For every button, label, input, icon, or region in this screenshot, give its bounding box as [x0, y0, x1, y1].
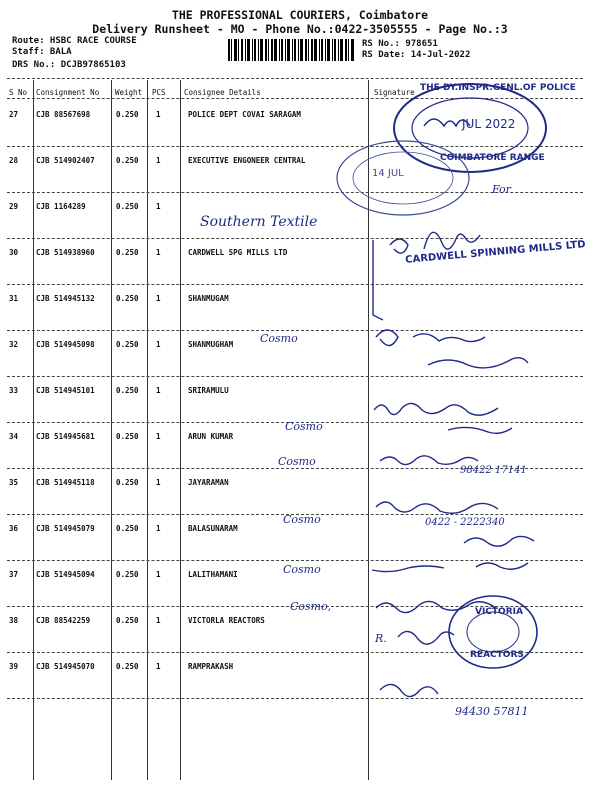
- row-pcs: 1: [156, 386, 161, 395]
- row-weight: 0.250: [116, 202, 139, 211]
- handwritten-cosmo: Cosmo: [285, 420, 323, 433]
- row-consignment: CJB 88542259: [36, 616, 91, 625]
- police-stamp-top-text: THE DY.INSPR.GENL.OF POLICE: [420, 83, 576, 93]
- row-sno: 28: [9, 156, 19, 165]
- police-stamp-date: JUL 2022: [462, 117, 516, 131]
- received-stamp-date: 14 JUL: [372, 168, 404, 179]
- row-consignment: CJB 514945098: [36, 340, 95, 349]
- row-consignment: CJB 514945132: [36, 294, 95, 303]
- row-sno: 36: [9, 524, 19, 533]
- row-sno: 27: [9, 110, 19, 119]
- row-weight: 0.250: [116, 616, 139, 625]
- col-header-weight: Weight: [115, 88, 143, 97]
- row-sno: 35: [9, 478, 19, 487]
- row-pcs: 1: [156, 616, 161, 625]
- row-weight: 0.250: [116, 432, 139, 441]
- row-sno: 30: [9, 248, 19, 257]
- col-header-pcs: PCS: [152, 88, 166, 97]
- handwritten-cosmo: Cosmo,: [290, 600, 332, 613]
- row-consignee: SHANMUGAM: [188, 294, 229, 303]
- handwritten-cosmo: Cosmo: [260, 332, 298, 345]
- row-weight: 0.250: [116, 294, 139, 303]
- row-pcs: 1: [156, 524, 161, 533]
- row-sno: 32: [9, 340, 19, 349]
- row-sno: 34: [9, 432, 19, 441]
- row-consignee: POLICE DEPT COVAI SARAGAM: [188, 110, 301, 119]
- row-consignee: LALITHAMANI: [188, 570, 238, 579]
- row-pcs: 1: [156, 478, 161, 487]
- row-consignment: CJB 514945079: [36, 524, 95, 533]
- drs-number: DRS No.: DCJB97865103: [12, 60, 126, 70]
- document-title: THE PROFESSIONAL COURIERS, Coimbatore: [171, 8, 429, 22]
- row-weight: 0.250: [116, 340, 139, 349]
- row-consignment: CJB 514945101: [36, 386, 95, 395]
- row-consignment: CJB 1164289: [36, 202, 86, 211]
- route-label: Route: HSBC RACE COURSE: [12, 36, 137, 46]
- row-weight: 0.250: [116, 110, 139, 119]
- row-weight: 0.250: [116, 248, 139, 257]
- barcode: [228, 39, 354, 61]
- row-consignment: CJB 514902407: [36, 156, 95, 165]
- row-pcs: 1: [156, 340, 161, 349]
- row-sno: 31: [9, 294, 19, 303]
- row-pcs: 1: [156, 110, 161, 119]
- handwritten-cosmo: Cosmo: [283, 563, 321, 576]
- row-consignee: CARDWELL SPG MILLS LTD: [188, 248, 288, 257]
- victoria-stamp: [445, 592, 541, 672]
- col-header-sno: S No: [9, 88, 28, 97]
- row-sno: 29: [9, 202, 19, 211]
- col-header-consignment: Consignment No: [36, 88, 100, 97]
- rs-date: RS Date: 14-Jul-2022: [362, 50, 471, 60]
- row-pcs: 1: [156, 202, 161, 211]
- rs-number: RS No.: 978651: [362, 39, 438, 49]
- handwritten-cosmo: Cosmo: [278, 455, 316, 468]
- row-pcs: 1: [156, 570, 161, 579]
- row-consignee: SRIRAMULU: [188, 386, 229, 395]
- row-weight: 0.250: [116, 662, 139, 671]
- row-sno: 38: [9, 616, 19, 625]
- cardwell-stamp: CARDWELL SPINNING MILLS LTD: [404, 239, 587, 266]
- row-sno: 37: [9, 570, 19, 579]
- row-weight: 0.250: [116, 524, 139, 533]
- handwritten-phone: 98422 17141: [460, 465, 527, 476]
- handwritten-for: For: [492, 183, 511, 196]
- handwritten-phone: 94430 57811: [455, 705, 529, 718]
- row-consignment: CJB 88567698: [36, 110, 91, 119]
- row-consignment: CJB 514945094: [36, 570, 95, 579]
- row-weight: 0.250: [116, 478, 139, 487]
- row-pcs: 1: [156, 248, 161, 257]
- row-sno: 33: [9, 386, 19, 395]
- row-pcs: 1: [156, 662, 161, 671]
- row-weight: 0.250: [116, 570, 139, 579]
- row-consignee: ARUN KUMAR: [188, 432, 234, 441]
- row-consignment: CJB 514945070: [36, 662, 95, 671]
- document-subtitle: Delivery Runsheet - MO - Phone No.:0422-3505555 - Page No.:3: [92, 22, 508, 36]
- row-pcs: 1: [156, 432, 161, 441]
- victoria-stamp-bottom: REACTORS: [470, 650, 524, 660]
- row-consignee: VICTORLA REACTORS: [188, 616, 265, 625]
- row-weight: 0.250: [116, 386, 139, 395]
- signature-scribbles: [368, 225, 600, 755]
- row-consignee: RAMPRAKASH: [188, 662, 234, 671]
- handwritten-cosmo: Cosmo: [283, 513, 321, 526]
- row-pcs: 1: [156, 294, 161, 303]
- handwritten-signature: R.: [375, 632, 387, 645]
- row-consignment: CJB 514945681: [36, 432, 95, 441]
- handwritten-phone: 0422 - 2222340: [425, 517, 505, 528]
- handwritten-consignee: Southern Textile: [200, 214, 318, 230]
- row-consignee: JAYARAMAN: [188, 478, 229, 487]
- police-stamp-bottom-text: COIMBATORE RANGE: [440, 153, 545, 163]
- row-consignment: CJB 514945118: [36, 478, 95, 487]
- staff-label: Staff: BALA: [12, 47, 72, 57]
- row-weight: 0.250: [116, 156, 139, 165]
- col-header-consignee: Consignee Details: [184, 88, 261, 97]
- victoria-stamp-top: VICTORIA: [475, 607, 523, 617]
- row-consignee: EXECUTIVE ENGONEER CENTRAL: [188, 156, 306, 165]
- row-pcs: 1: [156, 156, 161, 165]
- row-consignee: SHANMUGHAM: [188, 340, 234, 349]
- table-top-rule: [7, 78, 583, 79]
- row-sno: 39: [9, 662, 19, 671]
- col-header-signature: Signature: [374, 88, 415, 97]
- row-consignment: CJB 514938960: [36, 248, 95, 257]
- row-consignee: BALASUNARAM: [188, 524, 238, 533]
